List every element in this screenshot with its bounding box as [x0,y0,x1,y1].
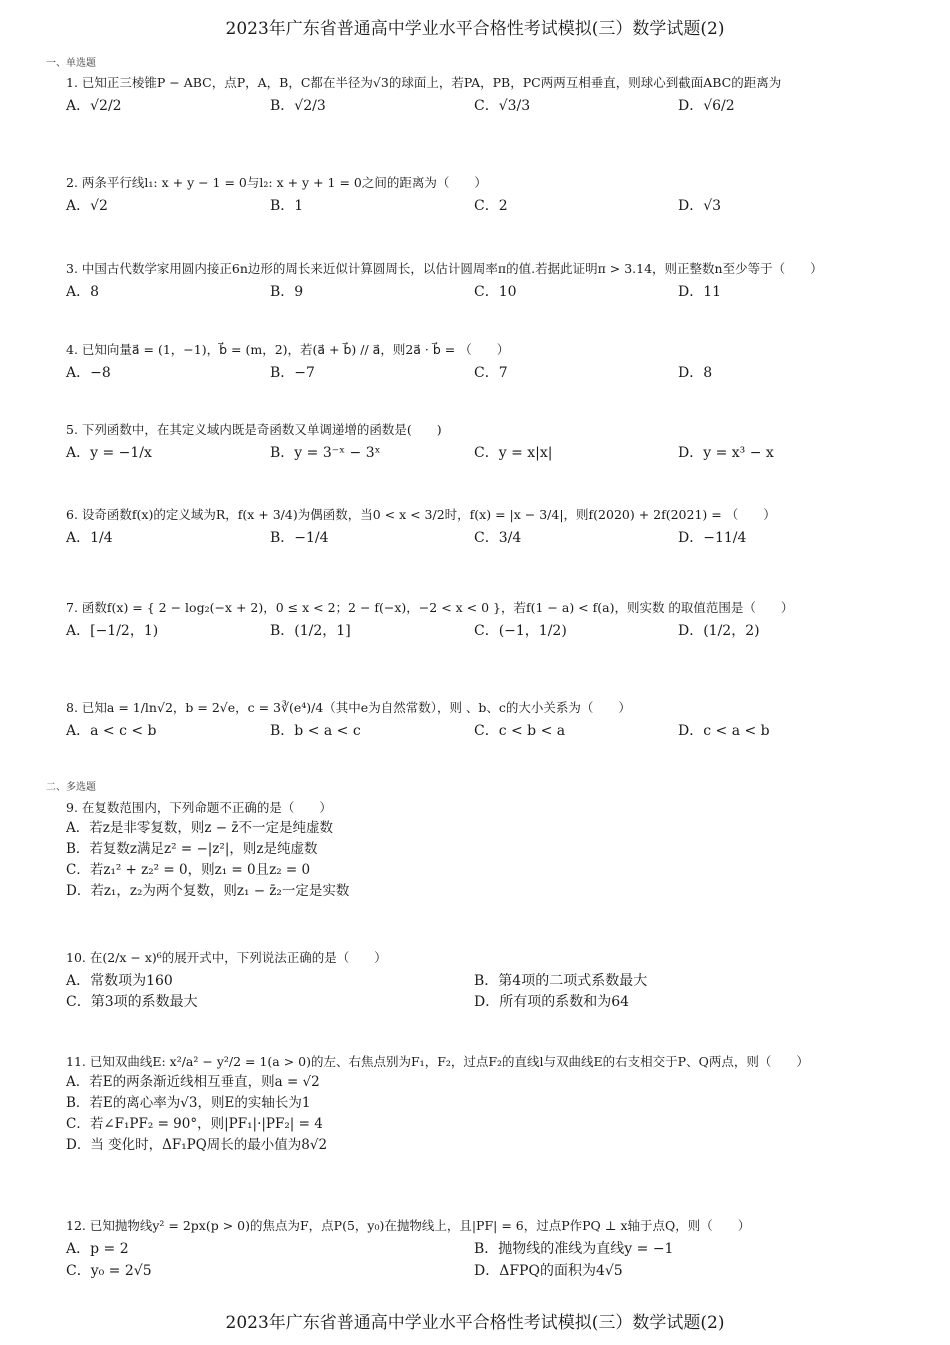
section-multi-choice: 二、多选题 [46,782,96,793]
option-c: C．若∠F₁PF₂ = 90°，则|PF₁|·|PF₂| = 4 [66,1116,323,1132]
option-b: B．−7 [270,365,315,381]
question-12 [66,1216,926,1280]
option-b: B．第4项的二项式系数最大 [474,973,648,989]
option-d: D．ΔFPQ的面积为4√5 [474,1263,623,1279]
option-d: D．c < a < b [678,723,770,739]
page-footer: 2023年广东省普通高中学业水平合格性考试模拟(三）数学试题(2) [225,1313,725,1333]
option-b: B．(1/2，1] [270,623,351,639]
option-c: C．√3/3 [474,98,531,114]
option-c: C．7 [474,365,508,381]
question-6 [66,505,926,551]
option-a: A．若E的两条渐近线相互垂直，则a = √2 [66,1074,320,1090]
question-3 [66,259,926,305]
question-7 [66,598,926,644]
question-stem: 5. 下列函数中，在其定义域内既是奇函数又单调递增的函数是( ) [66,422,442,437]
option-c: C．y = x|x| [474,445,553,461]
option-d: D．y = x³ − x [678,445,774,461]
option-d: D．−11/4 [678,530,747,546]
option-a: A．常数项为160 [66,973,173,989]
question-stem: 1. 已知正三棱锥P − ABC，点P，A，B，C都在半径为√3的球面上，若PA，PB，PC两两互相垂直，则球心到截面ABC的距离为 [66,75,782,90]
question-stem: 12. 已知抛物线y² = 2px(p > 0)的焦点为F，点P(5，y₀)在抛物线上，且|PF| = 6，过点P作PQ ⊥ x轴于点Q，则（ ） [66,1218,751,1233]
option-b: B．若复数z满足z² = −|z²|，则z是纯虚数 [66,841,318,857]
option-a: A．a < c < b [66,723,157,739]
option-c: C．10 [474,284,517,300]
question-stem: 9. 在复数范围内，下列命题不正确的是（ ） [66,800,332,815]
option-a: A．y = −1/x [66,445,152,461]
question-10 [66,948,926,1010]
question-stem: 4. 已知向量a⃗ = (1，−1)，b⃗ = (m，2)，若(a⃗ + b⃗) // a⃗，则2a⃗ · b⃗ = （ ） [66,342,510,357]
question-1 [66,73,926,119]
question-stem: 10. 在(2/x − x)⁶的展开式中，下列说法正确的是（ ） [66,950,387,965]
option-a: A．若z是非零复数，则z − z̄不一定是纯虚数 [66,820,333,836]
question-4 [66,340,926,386]
option-b: B．b < a < c [270,723,361,739]
option-a: A．1/4 [66,530,113,546]
option-d: D．当 变化时，ΔF₁PQ周长的最小值为8√2 [66,1137,328,1153]
option-b: B．y = 3⁻ˣ − 3ˣ [270,445,381,461]
option-c: C．2 [474,198,508,214]
option-c: C．第3项的系数最大 [66,994,198,1010]
option-d: D．11 [678,284,722,300]
option-b: B．抛物线的准线为直线y = −1 [474,1241,674,1257]
option-b: B．9 [270,284,304,300]
question-8 [66,698,926,744]
option-b: B．√2/3 [270,98,326,114]
option-b: B．若E的离心率为√3，则E的实轴长为1 [66,1095,311,1111]
question-stem: 11. 已知双曲线E: x²/a² − y²/2 = 1(a > 0)的左、右焦点别为F₁，F₂，过点F₂的直线l与双曲线E的右支相交于P、Q两点，则（ ） [66,1054,809,1069]
option-c: C．若z₁² + z₂² = 0，则z₁ = 0且z₂ = 0 [66,862,311,878]
option-d: D．(1/2，2) [678,623,760,639]
question-stem: 8. 已知a = 1/ln√2，b = 2√e，c = 3∛(e⁴)/4（其中e为自然常数），则 、b、c的大小关系为（ ） [66,700,631,715]
option-d: D．√3 [678,198,722,214]
option-b: B．1 [270,198,304,214]
option-a: A．√2 [66,198,108,214]
question-stem: 6. 设奇函数f(x)的定义域为R，f(x + 3/4)为偶函数，当0 < x < 3/2时，f(x) = |x − 3/4|，则f(2020) + 2f(2021) = （ ） [66,507,776,522]
option-c: C．(−1，1/2) [474,623,567,639]
option-a: A．[−1/2，1) [66,623,159,639]
question-5 [66,420,926,466]
page-title: 2023年广东省普通高中学业水平合格性考试模拟(三）数学试题(2) [225,19,725,39]
option-a: A．8 [66,284,100,300]
option-a: A．p = 2 [66,1241,129,1257]
option-d: D．√6/2 [678,98,735,114]
option-a: A．√2/2 [66,98,122,114]
section-single-choice: 一、单选题 [46,58,96,69]
option-b: B．−1/4 [270,530,329,546]
question-9 [66,798,926,902]
question-stem: 2. 两条平行线l₁: x + y − 1 = 0与l₂: x + y + 1 = 0之间的距离为（ ） [66,175,487,190]
question-stem: 3. 中国古代数学家用圆内接正6n边形的周长来近似计算圆周长，以估计圆周率π的值.若据此证明π > 3.14，则正整数n至少等于（ ） [66,261,823,276]
question-11 [66,1052,926,1156]
option-d: D．所有项的系数和为64 [474,994,630,1010]
option-c: C．c < b < a [474,723,566,739]
question-stem: 7. 函数f(x) = { 2 − log₂(−x + 2)，0 ≤ x < 2；2 − f(−x)，−2 < x < 0 }，若f(1 − a) < f(a)，则实数 的取值范围是（ ） [66,600,794,615]
option-c: C．y₀ = 2√5 [66,1263,152,1279]
question-2 [66,173,926,219]
option-d: D．8 [678,365,713,381]
option-d: D．若z₁，z₂为两个复数，则z₁ − z̄₂一定是实数 [66,883,350,899]
option-a: A．−8 [66,365,111,381]
option-c: C．3/4 [474,530,522,546]
